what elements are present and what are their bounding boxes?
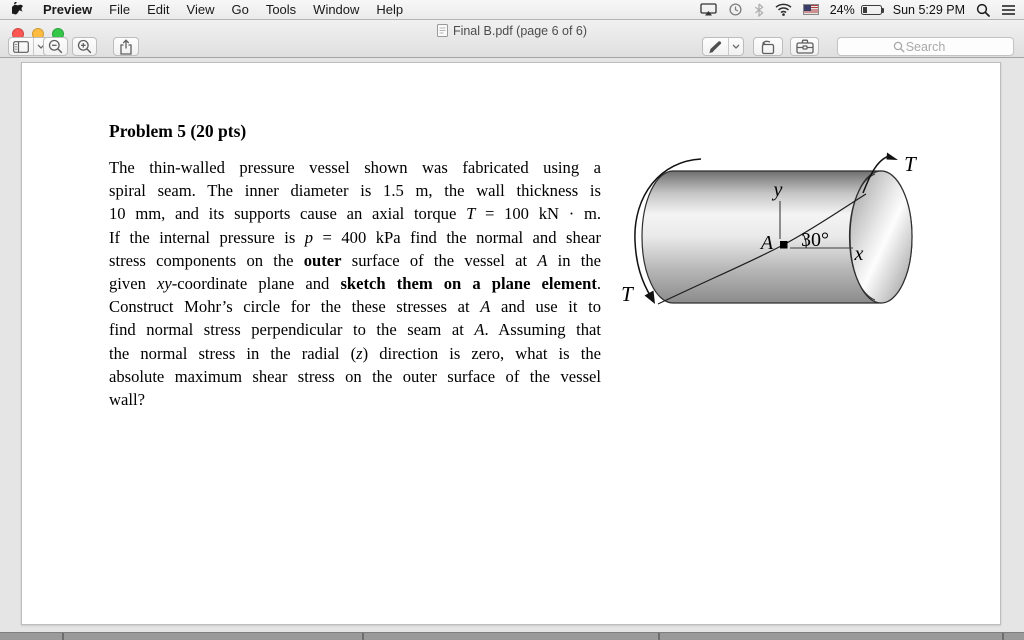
airplay-icon[interactable] [700, 3, 717, 16]
pressure-vessel-figure [613, 149, 923, 324]
point-A-marker [780, 241, 788, 249]
menu-file[interactable]: File [109, 2, 131, 17]
menu-bar [0, 0, 1024, 20]
text-line: stress components on the outer surface of the vessel at A in the [109, 250, 601, 270]
pdf-scroll-area[interactable] [0, 58, 1024, 632]
zoom-out-button[interactable] [43, 37, 68, 56]
angle-label: 30° [801, 229, 829, 251]
text-line: find normal stress perpendicular to the seam at A. Assuming that [109, 320, 602, 340]
chevron-down-icon [732, 44, 740, 49]
torque-arrowhead-left [645, 291, 656, 305]
menu-tools[interactable]: Tools [265, 2, 297, 17]
battery-icon[interactable] [861, 5, 882, 15]
input-source-flag-icon[interactable] [803, 4, 819, 15]
menu-help[interactable]: Help [376, 2, 404, 17]
menu-items [43, 2, 420, 17]
rotate-left-icon [759, 39, 777, 55]
menu-preview[interactable]: Preview [43, 2, 93, 17]
share-icon [119, 39, 133, 55]
dock-edge-strip [0, 632, 1024, 640]
time-machine-icon[interactable] [728, 2, 743, 17]
pdf-page [21, 62, 1001, 625]
window-title: Final B.pdf (page 6 of 6) [0, 24, 1024, 40]
markup-button[interactable] [702, 37, 744, 56]
y-axis-label: y [773, 179, 783, 201]
sidebar-icon [13, 41, 29, 53]
text-line: 10 mm, and its supports cause an axial torque T = 100 kN · m. [109, 204, 602, 224]
battery-nub [882, 8, 884, 13]
text-line: the normal stress in the radial (z) direction is zero, what is the [109, 343, 601, 363]
menu-window[interactable]: Window [313, 2, 360, 17]
bluetooth-icon[interactable] [754, 3, 764, 17]
share-button[interactable] [113, 37, 139, 56]
zoom-in-icon [77, 39, 92, 54]
spotlight-icon[interactable] [976, 3, 990, 17]
torque-label-right: T [904, 152, 916, 176]
apple-logo-icon [12, 2, 25, 17]
problem-heading: Problem 5 (20 pts) [109, 121, 247, 141]
problem-paragraph [109, 156, 601, 411]
markup-pencil-icon [708, 40, 723, 54]
search-input[interactable] [837, 37, 1014, 56]
view-menu-button[interactable] [8, 37, 48, 56]
wifi-icon[interactable] [775, 3, 792, 16]
text-line: The thin-walled pressure vessel shown was fabricated using a [109, 158, 601, 177]
text-line: spiral seam. The inner diameter is 1.5 m, the wall thickness is [109, 181, 601, 201]
apple-menu[interactable] [12, 2, 25, 17]
torque-arrowhead-right [887, 153, 899, 161]
menu-go[interactable]: Go [231, 2, 249, 17]
x-axis-label: x [854, 243, 864, 265]
window-titlebar [0, 20, 1024, 58]
point-A-label: A [760, 232, 774, 254]
menu-view[interactable]: View [186, 2, 215, 17]
text-line: Construct Mohr’s circle for the these stresses at A and use it to [109, 297, 601, 317]
rotate-button[interactable] [753, 37, 783, 56]
status-icons [689, 2, 1016, 17]
document-icon [437, 24, 448, 40]
battery-fill [863, 7, 867, 13]
notification-center-icon[interactable] [1001, 4, 1016, 16]
zoom-out-icon [48, 39, 63, 54]
menu-clock[interactable]: Sun 5:29 PM [892, 2, 965, 17]
text-line: wall? [109, 389, 145, 409]
search-field-wrap [837, 37, 1014, 56]
toolbox-icon [796, 39, 814, 54]
text-line: given xy-coordinate plane and sketch them on a plane element. [109, 273, 601, 293]
flag-canton [804, 5, 811, 11]
text-line: absolute maximum shear stress on the outer surface of the vessel [109, 366, 601, 386]
text-line: If the internal pressure is p = 400 kPa find the normal and shear [109, 227, 601, 247]
zoom-in-button[interactable] [72, 37, 97, 56]
search-icon [893, 41, 905, 53]
markup-toolbar-button[interactable] [790, 37, 819, 56]
torque-label-left: T [621, 282, 633, 306]
menu-edit[interactable]: Edit [147, 2, 170, 17]
battery-percent: 24% [829, 2, 855, 17]
